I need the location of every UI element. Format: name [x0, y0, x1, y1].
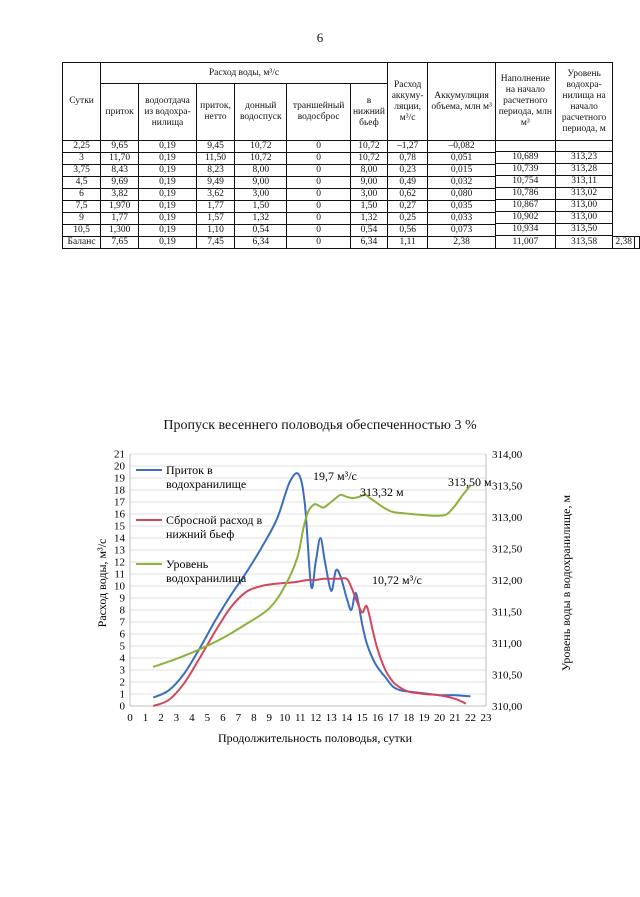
cell-raskhod-akk: 0,49 [387, 177, 427, 189]
legend-label: Сбросной расход в нижний бьеф [166, 513, 263, 541]
cell-sutki: 3,75 [63, 165, 101, 177]
cell-napolnenie: 2,38 [613, 237, 635, 249]
x-tick-label: 10 [279, 712, 291, 724]
cell-akkum: 0,035 [428, 201, 496, 213]
chart-legend [136, 463, 263, 585]
cell-transheyny: 0 [287, 201, 351, 213]
cell-nizhny: 10,72 [350, 141, 387, 153]
x-tick-label: 0 [127, 712, 133, 724]
y-left-tick-label: 5 [119, 640, 125, 653]
cell-donny: 8,00 [235, 165, 287, 177]
header-uroven: Уровень водохра-нилища на начало расчетного периода, м [555, 63, 613, 141]
cell-sutki: 9 [63, 213, 101, 225]
y-right-tick-label: 313,00 [492, 512, 523, 524]
x-tick-label: 16 [372, 712, 384, 724]
cell-uroven: 313,00 [555, 200, 613, 212]
flood-chart [0, 440, 640, 760]
x-tick-label: 23 [480, 712, 492, 724]
x-tick-label: 3 [173, 712, 180, 724]
cell-vodootdacha: 0,19 [139, 153, 197, 165]
cell-akkum: 0,051 [428, 153, 496, 165]
cell-raskhod-akk: 0,23 [387, 165, 427, 177]
cell-napolnenie: 10,902 [495, 212, 555, 224]
y-right-tick-label: 311,00 [492, 638, 522, 650]
y-left-tick-label: 6 [119, 628, 125, 641]
cell-transheyny: 0 [287, 225, 351, 237]
cell-raskhod-akk: 0,25 [387, 213, 427, 225]
legend-label: Уровень водохранилища [166, 557, 247, 585]
cell-raskhod-akk: 0,62 [387, 189, 427, 201]
y-right-tick-label: 310,00 [492, 701, 523, 713]
chart-annotation: 10,72 м³/с [372, 573, 422, 587]
y-axis-label-left: Расход воды, м³/с [95, 538, 109, 628]
chart-lines [153, 473, 470, 706]
cell-vodootdacha: 0,19 [139, 201, 197, 213]
x-tick-label: 12 [310, 712, 322, 724]
cell-akkum: 0,032 [428, 177, 496, 189]
cell-vodootdacha: 0,19 [139, 213, 197, 225]
y-right-tick-label: 312,50 [492, 543, 523, 556]
y-left-tick-label: 12 [114, 556, 125, 569]
y-left-tick-label: 9 [119, 592, 125, 605]
cell-pritok-netto: 11,50 [196, 153, 234, 165]
cell-napolnenie: 10,786 [495, 188, 555, 200]
cell-pritok-netto: 1,77 [196, 201, 234, 213]
cell-raskhod-akk: 0,56 [387, 225, 427, 237]
cell-transheyny: 0 [287, 213, 351, 225]
cell-nizhny: 10,72 [350, 153, 387, 165]
y-right-tick-label: 312,00 [492, 575, 523, 587]
y-left-tick-label: 19 [114, 472, 125, 485]
chart-annotation: 313,50 м [448, 475, 492, 489]
x-tick-label: 11 [294, 712, 306, 724]
y-left-tick-label: 16 [114, 508, 125, 521]
cell-pritok-netto: 7,45 [196, 237, 234, 249]
header-pritok: приток [101, 84, 139, 141]
x-tick-label: 22 [465, 712, 477, 724]
cell-pritok: 3,82 [101, 189, 139, 201]
cell-pritok: 9,65 [101, 141, 139, 153]
header-akkumulyatsiya: Аккумуляция объема, млн м³ [428, 63, 496, 141]
page-number: 6 [316, 30, 324, 45]
cell-raskhod-akk: –1,27 [387, 141, 427, 153]
x-tick-label: 4 [189, 712, 195, 724]
y-left-tick-label: 14 [114, 532, 125, 545]
cell-vodootdacha: 0,19 [139, 237, 197, 249]
cell-transheyny: 0 [287, 189, 351, 201]
cell-sutki: 3 [63, 153, 101, 165]
cell-napolnenie: 11,007 [495, 236, 555, 249]
x-tick-label: 14 [341, 712, 353, 724]
x-tick-label: 5 [204, 712, 211, 724]
header-vodootdacha: водоотдача из водохра-нилища [139, 84, 197, 141]
x-tick-label: 20 [434, 712, 446, 724]
y-left-tick-label: 11 [114, 568, 125, 581]
cell-vodootdacha: 0,19 [139, 189, 197, 201]
x-tick-label: 8 [251, 712, 257, 724]
header-raskhod-akk: Расход аккуму-ляции, м³/с [387, 63, 427, 141]
cell-akkum: 0,080 [428, 189, 496, 201]
y-left-tick-label: 4 [119, 652, 125, 665]
x-tick-label: 19 [418, 712, 430, 724]
x-tick-label: 9 [266, 712, 273, 724]
chart-title: Пропуск весеннего половодья обеспеченностью 3 % [163, 418, 477, 433]
cell-donny: 10,72 [235, 141, 287, 153]
cell-donny: 1,32 [235, 213, 287, 225]
cell-donny: 10,72 [235, 153, 287, 165]
x-tick-label: 6 [220, 712, 226, 724]
cell-empty [495, 141, 555, 152]
header-transheyny: траншейный водосброс [287, 84, 351, 141]
x-tick-label: 1 [142, 712, 149, 724]
cell-empty [555, 141, 613, 152]
y-right-tick-label: 314,00 [492, 449, 523, 461]
y-left-tick-label: 7 [119, 616, 125, 629]
cell-transheyny: 0 [287, 153, 351, 165]
y-right-tick-label: 311,50 [492, 606, 522, 619]
cell-vodootdacha: 0,19 [139, 141, 197, 153]
cell-vodootdacha: 0,19 [139, 177, 197, 189]
cell-napolnenie: 10,689 [495, 152, 555, 164]
cell-raskhod-akk: 0,78 [387, 153, 427, 165]
cell-pritok-netto: 9,49 [196, 177, 234, 189]
chart-annotation: 313,32 м [360, 485, 404, 499]
header-sutki: Сутки [63, 63, 101, 141]
cell-vodootdacha: 0,19 [139, 225, 197, 237]
cell-pritok: 1,77 [101, 213, 139, 225]
y-left-tick-label: 21 [114, 448, 125, 461]
cell-pritok-netto: 9,45 [196, 141, 234, 153]
cell-uroven: 313,23 [555, 152, 613, 164]
y-left-tick-label: 18 [114, 484, 125, 497]
water-balance-table [62, 62, 640, 249]
cell-akkum: 0,015 [428, 165, 496, 177]
cell-nizhny: 8,00 [350, 165, 387, 177]
cell-uroven: 313,50 [555, 224, 613, 236]
cell-pritok: 7,65 [101, 237, 139, 249]
cell-uroven: 313,28 [555, 164, 613, 176]
header-group-raskhod: Расход воды, м³/с [101, 63, 388, 84]
cell-sutki: 10,5 [63, 225, 101, 237]
x-tick-label: 13 [325, 712, 337, 724]
y-left-tick-label: 1 [119, 688, 125, 701]
cell-raskhod-akk: 0,27 [387, 201, 427, 213]
cell-nizhny: 6,34 [350, 237, 387, 249]
cell-uroven: 313,00 [555, 212, 613, 224]
header-nizhny: в нижний бьеф [350, 84, 387, 141]
cell-pritok: 1,970 [101, 201, 139, 213]
cell-pritok: 1,300 [101, 225, 139, 237]
cell-donny: 1,50 [235, 201, 287, 213]
y-left-tick-label: 0 [119, 700, 125, 713]
cell-akkum: 0,033 [428, 213, 496, 225]
cell-pritok: 8,43 [101, 165, 139, 177]
cell-sutki: 4,5 [63, 177, 101, 189]
y-axis-label-right: Уровень воды в водохранилище, м [559, 494, 573, 672]
cell-napolnenie: 10,934 [495, 224, 555, 236]
chart-annotations [313, 469, 492, 587]
cell-akkum: 2,38 [428, 237, 496, 249]
x-tick-label: 15 [356, 712, 368, 724]
y-left-tick-label: 17 [114, 496, 125, 509]
cell-transheyny: 0 [287, 177, 351, 189]
cell-empty [635, 237, 640, 249]
cell-uroven: 313,11 [555, 176, 613, 188]
chart-annotation: 19,7 м³/с [313, 469, 357, 483]
cell-pritok-netto: 8,23 [196, 165, 234, 177]
x-tick-label: 18 [403, 712, 415, 724]
legend-label: Приток в водохранилище [166, 463, 247, 491]
y-left-tick-label: 15 [114, 520, 125, 533]
cell-sutki: 2,25 [63, 141, 101, 153]
cell-nizhny: 0,54 [350, 225, 387, 237]
cell-donny: 6,34 [235, 237, 287, 249]
cell-donny: 9,00 [235, 177, 287, 189]
cell-pritok-netto: 1,10 [196, 225, 234, 237]
y-right-tick-label: 310,50 [492, 669, 523, 682]
y-left-tick-label: 2 [119, 676, 125, 689]
cell-uroven: 313,02 [555, 188, 613, 200]
cell-pritok: 11,70 [101, 153, 139, 165]
header-donny: донный водоспуск [235, 84, 287, 141]
x-tick-label: 7 [235, 712, 242, 724]
cell-transheyny: 0 [287, 237, 351, 249]
x-axis-label: Продолжительность половодья, сутки [217, 731, 413, 745]
x-tick-label: 21 [449, 712, 461, 724]
cell-uroven: 313,58 [555, 236, 613, 249]
x-tick-label: 2 [158, 712, 164, 724]
cell-pritok: 9,69 [101, 177, 139, 189]
table-row [63, 141, 640, 152]
cell-pritok-netto: 1,57 [196, 213, 234, 225]
x-tick-label: 17 [387, 712, 399, 724]
header-pritok-netto: приток, нетто [196, 84, 234, 141]
cell-akkum: –0,082 [428, 141, 496, 153]
cell-transheyny: 0 [287, 165, 351, 177]
cell-napolnenie: 10,754 [495, 176, 555, 188]
y-left-tick-label: 20 [114, 460, 125, 473]
cell-napolnenie: 10,867 [495, 200, 555, 212]
cell-donny: 3,00 [235, 189, 287, 201]
cell-nizhny: 9,00 [350, 177, 387, 189]
cell-sutki: 7,5 [63, 201, 101, 213]
outflow-series-line [153, 578, 466, 706]
cell-sutki: 6 [63, 189, 101, 201]
y-left-tick-label: 10 [114, 580, 125, 593]
header-napolnenie: Наполнение на начало расчетного периода, млн м³ [495, 63, 555, 141]
cell-pritok-netto: 3,62 [196, 189, 234, 201]
cell-vodootdacha: 0,19 [139, 165, 197, 177]
cell-donny: 0,54 [235, 225, 287, 237]
y-right-tick-label: 313,50 [492, 480, 523, 493]
cell-nizhny: 3,00 [350, 189, 387, 201]
cell-nizhny: 1,50 [350, 201, 387, 213]
cell-akkum: 0,073 [428, 225, 496, 237]
cell-raskhod-akk: 1,11 [387, 237, 427, 249]
y-left-tick-label: 13 [114, 544, 125, 557]
cell-napolnenie: 10,739 [495, 164, 555, 176]
cell-nizhny: 1,32 [350, 213, 387, 225]
cell-sutki: Баланс [63, 237, 101, 249]
y-left-tick-label: 8 [119, 604, 125, 617]
cell-transheyny: 0 [287, 141, 351, 153]
y-left-tick-label: 3 [119, 664, 125, 677]
